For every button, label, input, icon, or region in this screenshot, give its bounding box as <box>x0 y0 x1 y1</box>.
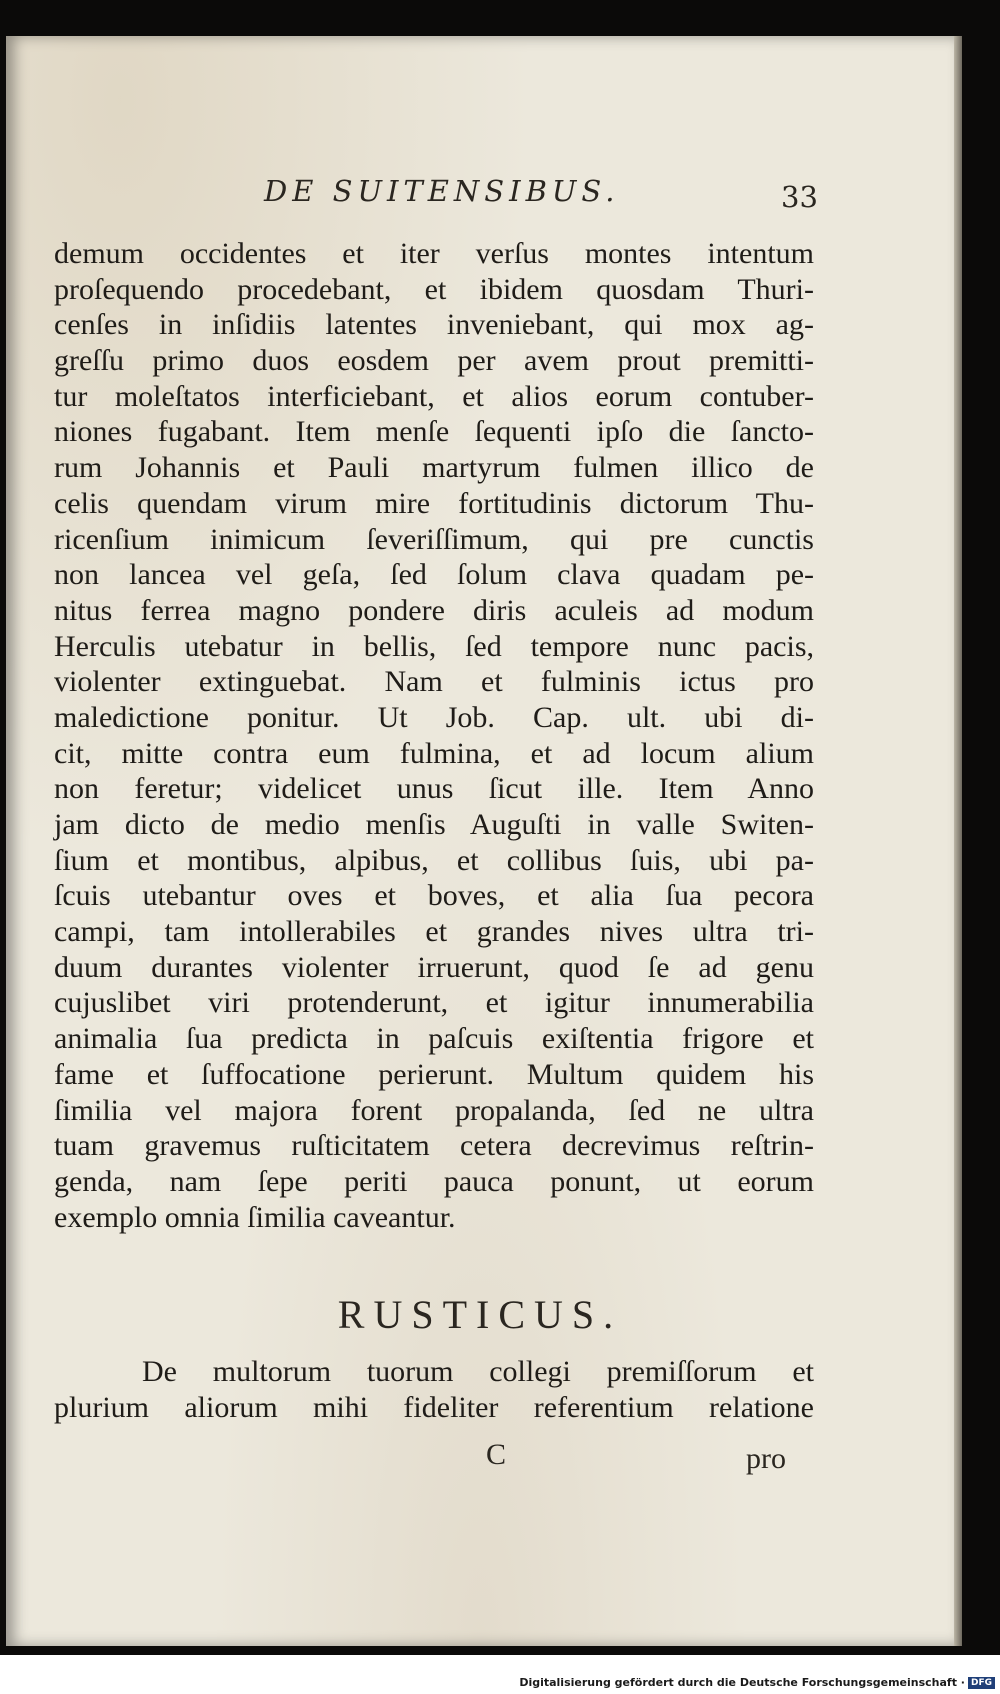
footer-credit-text: Digitalisierung gefördert durch die Deutsche Forschungsgemeinschaft · <box>519 1676 965 1689</box>
text-line: greſſu primo duos eosdem per avem prout premitti- <box>54 344 814 378</box>
text-line: cujuslibet viri protenderunt, et igitur innumerabilia <box>54 986 814 1020</box>
footer-credit <box>0 1676 995 1689</box>
text-line: ſcuis utebantur oves et boves, et alia ſua pecora <box>54 879 814 913</box>
text-line: Herculis utebatur in bellis, ſed tempore nunc pacis, <box>54 629 814 663</box>
page-number: 33 <box>781 180 818 214</box>
text-line: exemplo omnia ſimilia caveantur. <box>54 1200 456 1234</box>
text-line: non feretur; videlicet unus ſicut ille. Item Anno <box>54 772 814 806</box>
text-line: violenter extinguebat. Nam et fulminis ictus pro <box>54 665 814 699</box>
page-edge <box>954 36 962 1646</box>
body-text <box>54 236 814 1235</box>
text-line: proſequendo procedebant, et ibidem quosdam Thuri- <box>54 272 814 306</box>
text-line: ſimilia vel majora forent propalanda, ſed ne ultra <box>54 1093 814 1127</box>
book-page <box>6 36 954 1646</box>
text-line: rum Johannis et Pauli martyrum fulmen illico de <box>54 451 814 485</box>
text-line: ricenſium inimicum ſeveriſſimum, qui pre cunctis <box>54 522 814 556</box>
text-line: tuam gravemus ruſticitatem cetera decrevimus reſtrin- <box>54 1129 814 1163</box>
text-line: De multorum tuorum collegi premiſſorum et <box>142 1355 814 1388</box>
section-heading: RUSTICUS. <box>337 1292 623 1337</box>
text-line: tur moleſtatos interficiebant, et alios eorum contuber- <box>54 379 814 413</box>
text-line: ſium et montibus, alpibus, et collibus ſuis, ubi pa- <box>54 843 814 877</box>
text-line: animalia ſua predicta in paſcuis exiſtentia frigore et <box>54 1022 814 1056</box>
running-head: DE SUITENSIBUS. <box>264 174 620 208</box>
text-line: niones fugabant. Item menſe ſequenti ipſo die ſancto- <box>54 415 814 449</box>
text-line: demum occidentes et iter verſus montes intentum <box>54 237 814 270</box>
text-line: maledictione ponitur. Ut Job. Cap. ult. ubi di- <box>54 700 814 734</box>
text-line: non lancea vel geſa, ſed ſolum clava quadam pe- <box>54 558 814 592</box>
signature-mark: C <box>486 1438 507 1471</box>
text-line: fame et ſuffocatione perierunt. Multum quidem his <box>54 1057 814 1091</box>
text-line: cenſes in inſidiis latentes inveniebant, qui mox ag- <box>54 308 814 342</box>
text-line: genda, nam ſepe periti pauca ponunt, ut eorum <box>54 1164 814 1198</box>
text-line: jam dicto de medio menſis Auguſti in valle Switen- <box>54 808 814 841</box>
text-line: campi, tam intollerabiles et grandes nives ultra tri- <box>54 915 814 949</box>
text-line: nitus ferrea magno pondere diris aculeis ad modum <box>54 593 814 627</box>
text-line: cit, mitte contra eum fulmina, et ad locum alium <box>54 736 814 770</box>
paragraph <box>54 1354 814 1425</box>
text-line: plurium aliorum mihi fideliter referentium relatione <box>54 1390 814 1424</box>
text-line: duum durantes violenter irruerunt, quod ſe ad genu <box>54 950 814 984</box>
catchword: pro <box>746 1442 786 1475</box>
dfg-logo: DFG <box>968 1677 995 1689</box>
text-line: celis quendam virum mire fortitudinis dictorum Thu- <box>54 486 814 520</box>
